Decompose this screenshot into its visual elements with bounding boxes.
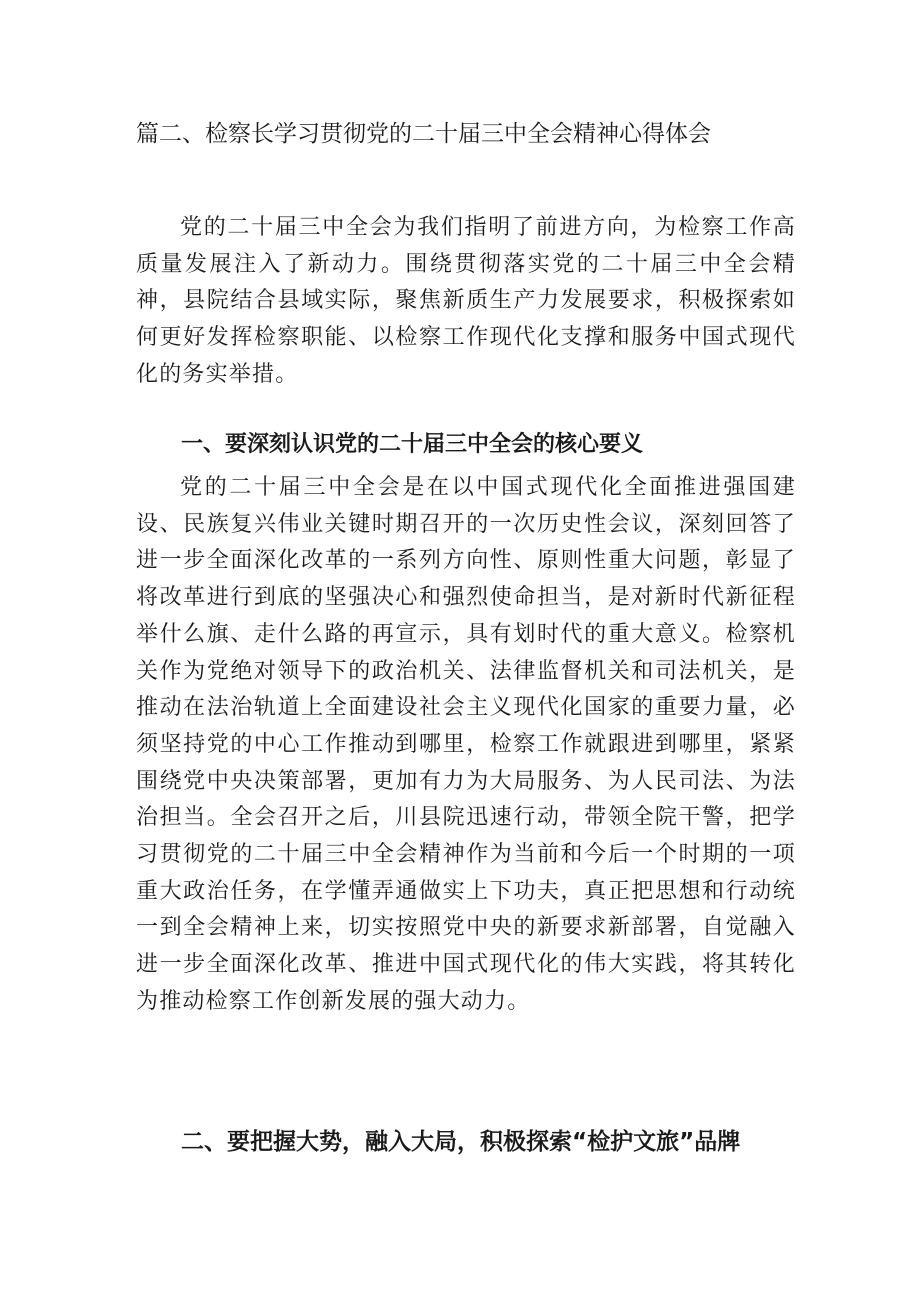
section-2-heading: 二、要把握大势，融入大局，积极探索“检护文旅”品牌 <box>181 1129 741 1155</box>
section-1-heading: 一、要深刻认识党的二十届三中全会的核心要义 <box>181 432 644 457</box>
document-title: 篇二、检察长学习贯彻党的二十届三中全会精神心得体会 <box>136 121 711 147</box>
intro-paragraph: 党的二十届三中全会为我们指明了前进方向，为检察工作高质量发展注入了新动力。围绕贯彻落实党的二十届三中全会精神，县院结合县域实际，聚焦新质生产力发展要求，积极探索如何更好发挥检察职能、以检察工作现代化支撑和服务中国式现代化的务实举措。 <box>136 215 796 387</box>
section-1-paragraph: 党的二十届三中全会是在以中国式现代化全面推进强国建设、民族复兴伟业关键时期召开的一次历史性会议，深刻回答了进一步全面深化改革的一系列方向性、原则性重大问题，彰显了将改革进行到底的坚强决心和强烈使命担当，是对新时代新征程举什么旗、走什么路的再宣示，具有划时代的重大意义。检察机关作为党绝对领导下的政治机关、法律监督机关和司法机关，是推动在法治轨道上全面建设社会主义现代化国家的重要力量，必须坚持党的中心工作推动到哪里，检察工作就跟进到哪里，紧紧围绕党中央决策部署，更加有力为大局服务、为人民司法、为法治担当。全会召开之后，川县院迅速行动，带领全院干警，把学习贯彻党的二十届三中全会精神作为当前和今后一个时期的一项重大政治任务，在学懂弄通做实上下功夫，真正把思想和行动统一到全会精神上来，切实按照党中央的新要求新部署，自觉融入进一步全面深化改革、推进中国式现代化的伟大实践，将其转化为推动检察工作创新发展的强大动力。 <box>136 475 796 1014</box>
